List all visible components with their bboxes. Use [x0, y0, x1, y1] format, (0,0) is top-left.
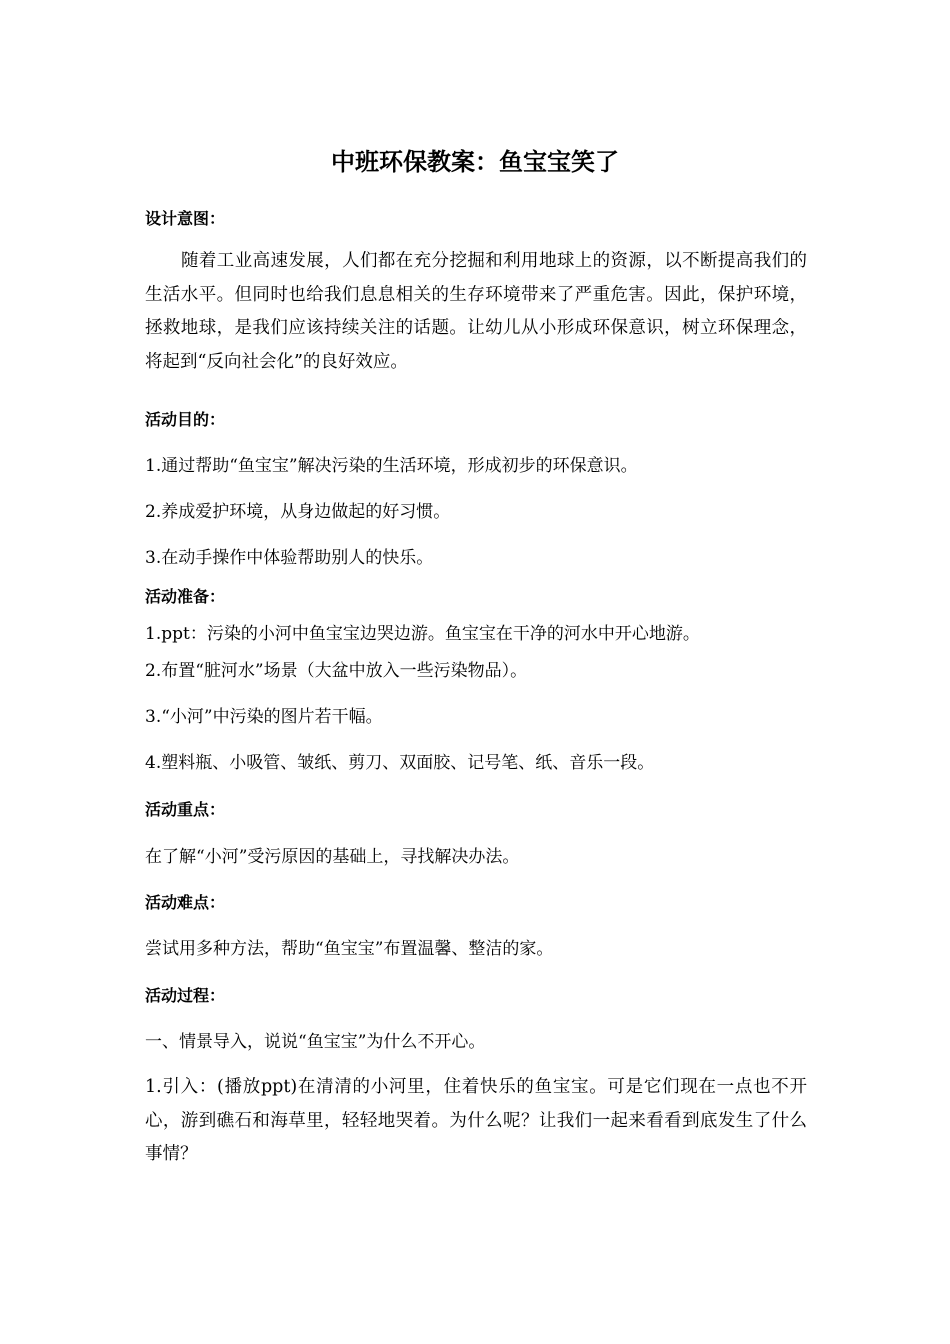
- preparation-item-4: 4.塑料瓶、小吸管、皱纸、剪刀、双面胶、记号笔、纸、音乐一段。: [145, 753, 655, 773]
- paragraph-design-intent: 随着工业高速发展，人们都在充分挖掘和利用地球上的资源，以不断提高我们的生活水平。但同时也给我们息息相关的生存环境带来了严重危害。因此，保护环境，拯救地球，是我们应该持续关注的话题。让幼儿从小形成环保意识，树立环保理念，将起到“反向社会化”的良好效应。: [145, 251, 807, 372]
- heading-design-intent: 设计意图：: [145, 209, 226, 228]
- heading-activity-process: 活动过程：: [145, 986, 226, 1005]
- difficulty-text: 尝试用多种方法，帮助“鱼宝宝”布置温馨、整洁的家。: [145, 939, 554, 959]
- preparation-item-2: 2.布置“脏河水”场景（大盆中放入一些污染物品）。: [145, 661, 528, 681]
- preparation-item-3: 3.“小河”中污染的图片若干幅。: [145, 707, 383, 727]
- document-title: 中班环保教案：鱼宝宝笑了: [331, 148, 619, 176]
- goal-item-3: 3.在动手操作中体验帮助别人的快乐。: [145, 548, 434, 568]
- preparation-item-1: 1.ppt：污染的小河中鱼宝宝边哭边游。鱼宝宝在干净的河水中开心地游。: [145, 624, 700, 644]
- heading-activity-preparation: 活动准备：: [145, 587, 226, 606]
- goal-item-2: 2.养成爱护环境，从身边做起的好习惯。: [145, 502, 451, 522]
- heading-difficulty: 活动难点：: [145, 893, 226, 912]
- process-step-1: 一、情景导入，说说“鱼宝宝”为什么不开心。: [145, 1032, 486, 1052]
- goal-item-1: 1.通过帮助“鱼宝宝”解决污染的生活环境，形成初步的环保意识。: [145, 456, 638, 476]
- process-step-1-1: 1.引入：(播放ppt)在清清的小河里，住着快乐的鱼宝宝。可是它们现在一点也不开心，游到礁石和海草里，轻轻地哭着。为什么呢？让我们一起来看看到底发生了什么事情？: [145, 1077, 807, 1164]
- heading-activity-goals: 活动目的：: [145, 410, 226, 429]
- key-point-text: 在了解“小河”受污原因的基础上，寻找解决办法。: [145, 847, 520, 867]
- heading-key-point: 活动重点：: [145, 800, 226, 819]
